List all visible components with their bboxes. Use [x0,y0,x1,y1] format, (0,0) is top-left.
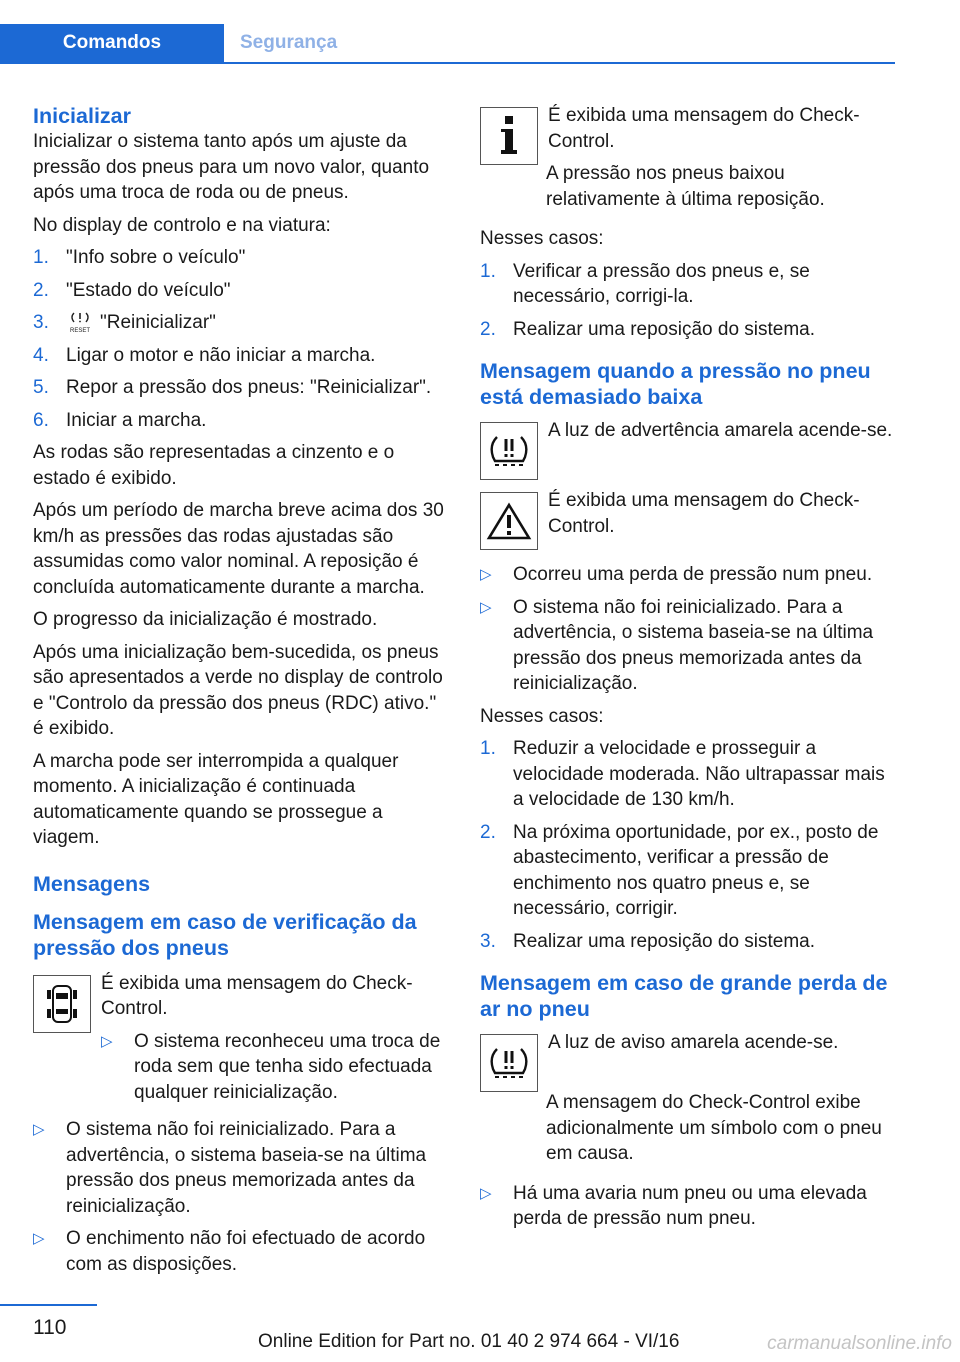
steps-list [480,736,895,954]
triangle-bullet-icon: ▷ [101,1032,113,1050]
left-column [33,103,448,1284]
footer-divider [0,1304,97,1306]
paragraph: Nesses casos: [480,705,604,727]
steps-list [480,259,895,343]
page-number: 110 [33,1316,67,1339]
info-icon [480,107,538,165]
tab-comandos[interactable]: Comandos [0,24,224,62]
heading-mensagens: Mensagens [33,871,151,896]
list-item: 6. Iniciar a marcha. [33,409,207,431]
list-item: 2. Realizar uma reposição do sistema. [480,318,816,340]
bullet-list [480,562,895,697]
paragraph: No display de controlo e na viatura: [33,214,331,236]
car-tires-icon [33,975,91,1033]
steps-list [33,245,448,433]
list-item: 1. "Info sobre o veículo" [33,247,246,268]
paragraph: A marcha pode ser interrompida a qualquer momento. A inicialização é continuada automaticamente quando se prossegue a viagem. [33,750,399,848]
paragraph: O progresso da inicialização é mostrado. [33,609,378,630]
list-item: ▷ O sistema não foi reinicializado. Para a advertência, o sistema baseia-se na última pressão dos pneus memorizada antes da reinicialização. [33,1117,448,1219]
right-column: É exibida uma mensagem do Check-Control. A pressão nos pneus baixou relativamente à última reposição. Nesses casos: 1. Verificar a pressão dos pneus e, se necessário, corrigi-la. 2. Realizar uma reposição do sistema. Mensagem quando a pressão no pneu está demasiado baixa A luz de advertência amarela acende-se. É exibida uma mensagem do Check-Control. ▷ Ocorreu uma perda de pressão num pneu. ▷ O sistema não foi reinicializado. Para a advertência, o sistema baseia-se na última pressão dos pneus memorizada antes da reinicialização. Nesses casos: 1. Reduzir a velocidade e prosseguir a velocidade moderada. Não ultrapassar mais a velocidade de 130 km/h. 2. Na próxima oportunidade, por ex., posto de abastecimento, verificar a pressão de enchimento nos quatro pneus e, se necessário, corrigir. 3. Realizar uma reposição do sistema. Mensagem em caso de grande perda de ar no pneu A luz de aviso amarela acende-se. A mensagem do Check-Control exibe adicionalmente um símbolo com o pneu em causa. ▷ Há uma avaria num pneu ou uma elevada perda de pressão num pneu. [480,103,895,1239]
triangle-warning-block: É exibida uma mensagem do Check-Control. [480,488,895,550]
list-item: 1. Verificar a pressão dos pneus e, se necessário, corrigi-la. [480,260,810,307]
list-item: ▷ Há uma avaria num pneu ou uma elevada perda de pressão num pneu. [480,1181,895,1232]
heading-big-loss: Mensagem em caso de grande perda de ar no pneu [480,971,888,1021]
list-item: ▷ O enchimento não foi efectuado de acordo com as disposições. [33,1226,448,1277]
heading-check-pressure: Mensagem em caso de verificação da pressão dos pneus [33,909,417,960]
edition-text: Online Edition for Part no. 01 40 2 974 664 - VI/16 [258,1331,680,1352]
list-item: ▷ O sistema não foi reinicializado. Para a advertência, o sistema baseia-se na última pressão dos pneus memorizada antes da reinicialização. [480,595,895,697]
tab-seguranca[interactable]: Segurança [240,32,338,53]
heading-low-pressure: Mensagem quando a pressão no pneu está demasiado baixa [480,359,871,409]
heading-inicializar: Inicializar [33,104,131,128]
triangle-bullet-icon: ▷ [33,1230,45,1247]
triangle-bullet-icon: ▷ [480,566,492,583]
triangle-bullet-icon: ▷ [480,1184,492,1202]
list-item: 1. Reduzir a velocidade e prosseguir a velocidade moderada. Não ultrapassar mais a velocidade de 130 km/h. [480,738,885,810]
warning-triangle-icon [480,492,538,550]
paragraph: Após uma inicialização bem-sucedida, os pneus são apresentados a verde no display de controlo e "Controlo da pressão dos pneus (RDC) ativo." é exibido. [33,641,443,739]
header-tabbar [0,0,895,64]
check-message-block: É exibida uma mensagem do Check-Control. ▷ O sistema reconheceu uma troca de roda sem que tenha sido efectuada qualquer reinicialização. [33,971,448,1106]
list-item: ▷ Ocorreu uma perda de pressão num pneu. [480,562,895,588]
list-item: 3. Realizar uma reposição do sistema. [480,930,816,952]
list-item: 4. Ligar o motor e não iniciar a marcha. [33,344,376,366]
paragraph: Após um período de marcha breve acima dos 30 km/h as pressões das rodas ajustadas são assumidas como valor nominal. A reposição é concluída automaticamente durante a marcha. [33,500,444,598]
info-message-block: É exibida uma mensagem do Check-Control. [480,103,895,165]
tire-pressure-warning-icon [480,1034,538,1092]
list-item: 5. Repor a pressão dos pneus: "Reinicializar". [33,377,432,398]
warning-light-block: A luz de advertência amarela acende-se. [480,418,895,480]
triangle-bullet-icon: ▷ [480,598,492,616]
tire-pressure-warning-icon [480,422,538,480]
bullet-list [480,1181,895,1232]
watermark: carmanualsonline.info [767,1333,952,1354]
triangle-bullet-icon: ▷ [33,1121,45,1138]
list-item: 3. RESET "Reinicializar" [33,312,216,334]
reset-icon [66,310,94,334]
paragraph: Inicializar o sistema tanto após um ajuste da pressão dos pneus para um novo valor, quanto após uma troca de roda ou de pneus. [33,131,430,203]
paragraph: As rodas são representadas a cinzento e o estado é exibido. [33,442,395,489]
list-item: 2. "Estado do veículo" [33,279,231,301]
svg-text:RESET: RESET [69,328,91,334]
list-item: 2. Na próxima oportunidade, por ex., posto de abastecimento, verificar a pressão de enchimento nos quatro pneus e, se necessário, corrigir. [480,821,879,919]
big-loss-block: A luz de aviso amarela acende-se. [480,1030,895,1092]
bullet-list [33,1117,448,1277]
paragraph: Nesses casos: [480,228,604,249]
